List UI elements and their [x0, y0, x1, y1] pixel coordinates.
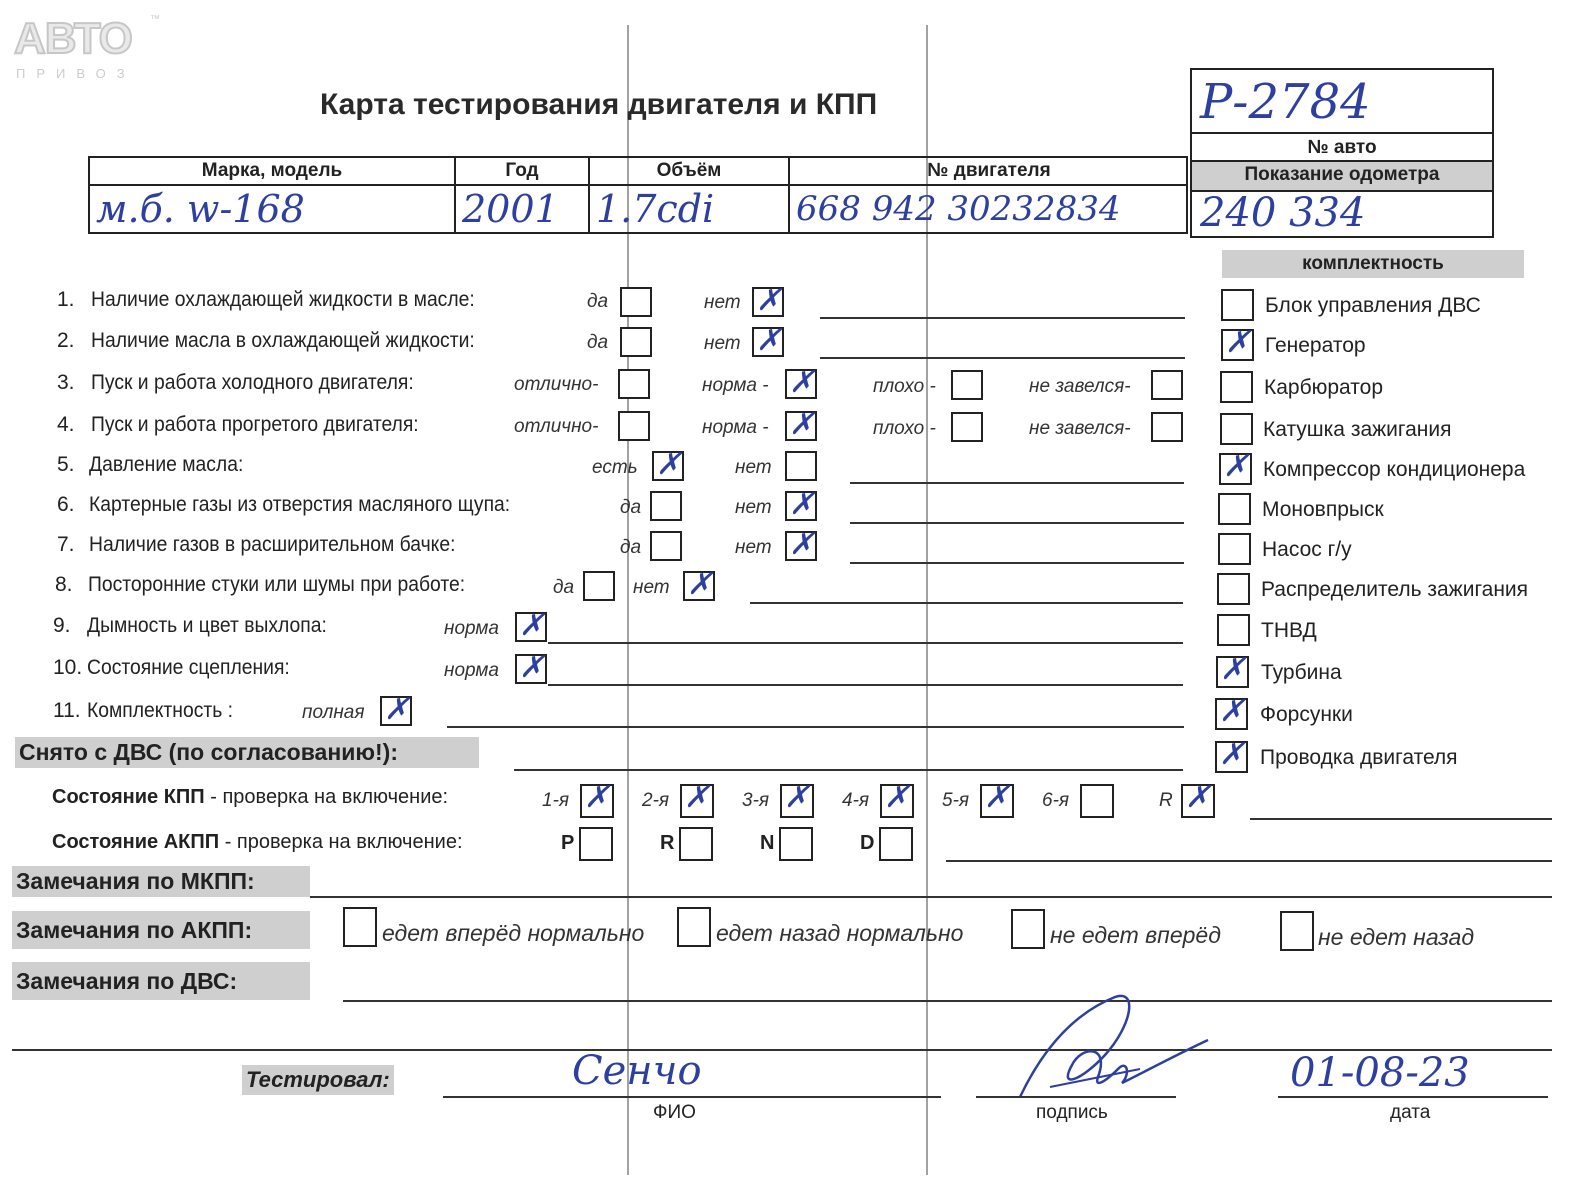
check-mark-icon: ✗ — [584, 780, 610, 815]
check-mark-icon: ✗ — [1219, 737, 1245, 772]
completeness-item-label: Компрессор кондиционера — [1263, 458, 1526, 481]
gear-checkbox[interactable] — [1080, 784, 1114, 818]
option-label: да — [553, 577, 575, 598]
gear-label: 2-я — [642, 790, 670, 811]
gear-checkbox-checked[interactable] — [1181, 780, 1215, 818]
auto-number-label: № авто — [1192, 132, 1492, 162]
automatic-gearbox-notes-label: Замечания по АКПП: — [12, 911, 310, 949]
akpp-mode-label: R — [660, 832, 675, 854]
completeness-item-label: Турбина — [1261, 661, 1342, 684]
make-cell — [90, 158, 456, 232]
option-label: плохо - — [873, 418, 936, 439]
automatic-gearbox-label-bold: Состояние АКПП — [52, 831, 220, 853]
checkbox[interactable] — [785, 451, 817, 481]
check-mark-icon: ✗ — [756, 323, 782, 358]
completeness-header: комплектность — [1222, 250, 1524, 278]
checkbox-checked[interactable] — [515, 650, 547, 685]
checkbox-checked[interactable] — [785, 527, 817, 562]
notes-line — [514, 769, 1183, 771]
check-mark-icon: ✗ — [384, 692, 410, 727]
akpp-mode-label: D — [860, 832, 875, 854]
checkbox[interactable] — [1218, 493, 1251, 525]
signature-image — [1010, 985, 1220, 1105]
check-mark-icon: ✗ — [1185, 780, 1211, 815]
question-number: 8. — [55, 573, 73, 596]
option-label: норма - — [702, 375, 769, 396]
completeness-item-label: Моновпрыск — [1262, 498, 1384, 521]
completeness-item-label: Блок управления ДВС — [1265, 294, 1481, 317]
volume-value: 1.7cdi — [596, 187, 715, 231]
question-text: Наличие охлаждающей жидкости в масле: — [91, 288, 475, 311]
question-text: Дымность и цвет выхлопа: — [87, 614, 327, 637]
check-mark-icon: ✗ — [984, 780, 1010, 815]
completeness-item-label: Генератор — [1265, 334, 1366, 357]
year-value: 2001 — [462, 187, 559, 231]
notes-line — [1250, 818, 1552, 820]
gear-checkbox-checked[interactable] — [780, 780, 814, 818]
tester-name-value: Сенчо — [572, 1048, 702, 1094]
date-caption: дата — [1390, 1102, 1431, 1123]
checkbox[interactable] — [1220, 371, 1253, 403]
check-mark-icon: ✗ — [687, 567, 713, 602]
akpp-mode-checkbox[interactable] — [779, 827, 813, 861]
checkbox[interactable] — [1151, 370, 1183, 400]
akpp-mode-checkbox[interactable] — [679, 827, 713, 861]
option-label: нет — [704, 333, 741, 354]
checkbox-checked[interactable] — [785, 365, 817, 400]
tested-by-label: Тестировал: — [242, 1065, 394, 1095]
question-number: 4. — [57, 413, 75, 436]
check-mark-icon: ✗ — [789, 365, 815, 400]
akpp-mode-label: N — [760, 832, 775, 854]
notes-line — [310, 896, 1552, 898]
completeness-item-label: Карбюратор — [1264, 376, 1384, 399]
check-mark-icon: ✗ — [1223, 449, 1249, 484]
engine-number-value: 668 942 30232834 — [796, 189, 1121, 229]
checkbox-checked[interactable] — [785, 407, 817, 442]
logo-subtitle: ПРИВОЗ — [16, 66, 136, 81]
checkbox[interactable] — [583, 571, 615, 601]
checkbox-checked[interactable] — [380, 692, 412, 727]
check-mark-icon: ✗ — [656, 447, 682, 482]
gear-checkbox-checked[interactable] — [980, 780, 1014, 818]
checkbox[interactable] — [1217, 614, 1250, 646]
question-number: 5. — [57, 453, 75, 476]
akpp-option-label: едет вперёд нормально — [382, 920, 645, 946]
completeness-item-label: Форсунки — [1260, 703, 1353, 726]
question-number: 7. — [57, 533, 75, 556]
gear-label: 6-я — [1042, 790, 1070, 811]
option-label: нет — [704, 292, 741, 313]
option-label: отлично- — [514, 374, 599, 395]
year-label: Год — [456, 158, 588, 186]
signature-line — [976, 1096, 1176, 1098]
completeness-item-label: Насос г/у — [1262, 538, 1352, 561]
volume-cell — [590, 158, 790, 232]
check-mark-icon: ✗ — [784, 780, 810, 815]
signature-caption: подпись — [1036, 1102, 1108, 1123]
akpp-option-checkbox[interactable] — [677, 907, 711, 947]
auto-number-value: Р-2784 — [1200, 74, 1371, 130]
option-label: нет — [735, 457, 772, 478]
check-mark-icon: ✗ — [789, 487, 815, 522]
manual-gearbox-label-rest: - проверка на включение: — [204, 786, 449, 808]
completeness-item-label: Распределитель зажигания — [1261, 578, 1529, 601]
option-label: норма — [444, 618, 499, 639]
checkbox[interactable] — [618, 369, 650, 399]
checkbox[interactable] — [650, 491, 682, 521]
option-label: да — [620, 497, 642, 518]
checkbox-checked[interactable] — [1215, 694, 1248, 730]
notes-line — [548, 684, 1183, 686]
option-label: отлично- — [514, 416, 599, 437]
gear-label: R — [1159, 790, 1173, 811]
question-number: 1. — [57, 288, 75, 311]
check-mark-icon: ✗ — [1219, 694, 1245, 729]
akpp-option-label: не едет вперёд — [1050, 922, 1221, 948]
notes-line — [820, 357, 1185, 359]
odometer-value: 240 334 — [1200, 190, 1366, 236]
name-line — [443, 1096, 941, 1098]
check-mark-icon: ✗ — [789, 407, 815, 442]
make-label: Марка, модель — [90, 158, 454, 186]
notes-line — [820, 317, 1185, 319]
question-text: Пуск и работа холодного двигателя: — [91, 371, 414, 394]
volume-label: Объём — [590, 158, 788, 186]
akpp-mode-checkbox[interactable] — [879, 827, 913, 861]
question-text: Давление масла: — [89, 453, 244, 476]
gear-checkbox-checked[interactable] — [580, 780, 614, 818]
manual-gearbox-label-bold: Состояние КПП — [52, 786, 205, 808]
option-label: да — [587, 332, 609, 353]
engine-number-label: № двигателя — [790, 158, 1188, 186]
year-cell — [456, 158, 590, 232]
gear-label: 1-я — [542, 790, 570, 811]
checkbox[interactable] — [951, 412, 983, 442]
akpp-option-checkbox[interactable] — [1280, 911, 1314, 951]
name-caption: ФИО — [653, 1102, 696, 1123]
checkbox-checked[interactable] — [1221, 325, 1254, 361]
option-label: да — [587, 291, 609, 312]
question-number: 3. — [57, 371, 75, 394]
question-number: 10. — [53, 656, 83, 679]
question-text: Пуск и работа прогретого двигателя: — [91, 413, 419, 436]
gear-label: 4-я — [842, 790, 870, 811]
question-number: 2. — [57, 329, 75, 352]
checkbox[interactable] — [650, 531, 682, 561]
question-number: 11. — [53, 699, 81, 722]
vehicle-info-table — [88, 156, 1188, 234]
gear-label: 3-я — [742, 790, 770, 811]
checkbox-checked[interactable] — [785, 487, 817, 522]
date-value: 01-08-23 — [1290, 1050, 1470, 1096]
akpp-option-label: едет назад нормально — [716, 920, 964, 946]
gear-checkbox-checked[interactable] — [680, 780, 714, 818]
option-label: есть — [592, 457, 638, 478]
option-label: нет — [735, 537, 772, 558]
option-label: полная — [302, 702, 365, 723]
auto-number-box — [1190, 68, 1494, 238]
checkbox[interactable] — [618, 411, 650, 441]
checkbox[interactable] — [1221, 289, 1254, 321]
check-mark-icon: ✗ — [684, 780, 710, 815]
question-number: 9. — [53, 614, 71, 637]
checkbox-checked[interactable] — [683, 567, 715, 602]
engine-number-cell — [790, 158, 1188, 232]
notes-line — [946, 860, 1552, 862]
gear-label: 5-я — [942, 790, 970, 811]
checkbox[interactable] — [1218, 533, 1251, 565]
akpp-option-checkbox[interactable] — [1011, 909, 1045, 949]
checkbox-checked[interactable] — [1216, 652, 1249, 688]
gear-checkbox-checked[interactable] — [880, 780, 914, 818]
notes-line — [548, 642, 1183, 644]
notes-line — [850, 562, 1184, 564]
checkbox[interactable] — [1220, 413, 1253, 445]
akpp-option-label: не едет назад — [1318, 924, 1475, 950]
check-mark-icon: ✗ — [884, 780, 910, 815]
akpp-option-checkbox[interactable] — [343, 907, 377, 947]
odometer-label: Показание одометра — [1192, 160, 1492, 192]
check-mark-icon: ✗ — [1220, 652, 1246, 687]
notes-line — [850, 482, 1184, 484]
notes-line — [447, 726, 1184, 728]
notes-line — [750, 602, 1183, 604]
checkbox-checked[interactable] — [652, 447, 684, 482]
checkbox-checked[interactable] — [1219, 449, 1252, 485]
option-label: норма - — [702, 417, 769, 438]
checkbox[interactable] — [620, 327, 652, 357]
option-label: нет — [735, 497, 772, 518]
completeness-item-label: Проводка двигателя — [1260, 746, 1458, 769]
logo-trademark: ™ — [150, 14, 160, 25]
notes-line — [343, 1000, 1552, 1002]
option-label: норма — [444, 660, 499, 681]
checkbox[interactable] — [620, 287, 652, 317]
manual-gearbox-check-label — [52, 786, 448, 809]
checkbox-checked[interactable] — [752, 283, 784, 318]
notes-line — [850, 522, 1184, 524]
question-text: Комплектность : — [87, 699, 234, 722]
question-text: Посторонние стуки или шумы при работе: — [88, 573, 466, 596]
checkbox-checked[interactable] — [1215, 737, 1248, 773]
check-mark-icon: ✗ — [756, 283, 782, 318]
removed-from-engine-label: Снято с ДВС (по согласованию!): — [15, 737, 479, 768]
akpp-mode-checkbox[interactable] — [579, 827, 613, 861]
question-number: 6. — [57, 493, 75, 516]
question-text: Картерные газы из отверстия масляного щупа: — [89, 493, 511, 516]
checkbox[interactable] — [951, 370, 983, 400]
date-line — [1278, 1096, 1548, 1098]
checkbox[interactable] — [1151, 412, 1183, 442]
option-label: не завелся- — [1029, 418, 1131, 439]
manual-gearbox-notes-label: Замечания по МКПП: — [12, 866, 310, 897]
option-label: не завелся- — [1029, 376, 1131, 397]
option-label: да — [620, 537, 642, 558]
completeness-item-label: Катушка зажигания — [1263, 418, 1452, 441]
automatic-gearbox-check-label — [52, 831, 463, 854]
checkbox-checked[interactable] — [515, 608, 547, 643]
automatic-gearbox-label-rest: - проверка на включение: — [219, 831, 463, 853]
make-value: м.б. w-168 — [96, 187, 305, 231]
checkbox[interactable] — [1217, 573, 1250, 605]
avtoprivoz-logo: АВТО — [14, 14, 132, 63]
checkbox-checked[interactable] — [752, 323, 784, 358]
completeness-item-label: ТНВД — [1261, 619, 1317, 642]
question-text: Состояние сцепления: — [87, 656, 290, 679]
akpp-mode-label: P — [561, 832, 575, 854]
option-label: плохо - — [873, 376, 936, 397]
engine-notes-label: Замечания по ДВС: — [12, 962, 310, 1000]
page-title: Карта тестирования двигателя и КПП — [320, 88, 878, 121]
check-mark-icon: ✗ — [1225, 325, 1251, 360]
check-mark-icon: ✗ — [789, 527, 815, 562]
question-text: Наличие масла в охлаждающей жидкости: — [91, 329, 475, 352]
option-label: нет — [633, 577, 670, 598]
question-text: Наличие газов в расширительном бачке: — [89, 533, 456, 556]
check-mark-icon: ✗ — [519, 650, 545, 685]
check-mark-icon: ✗ — [519, 608, 545, 643]
